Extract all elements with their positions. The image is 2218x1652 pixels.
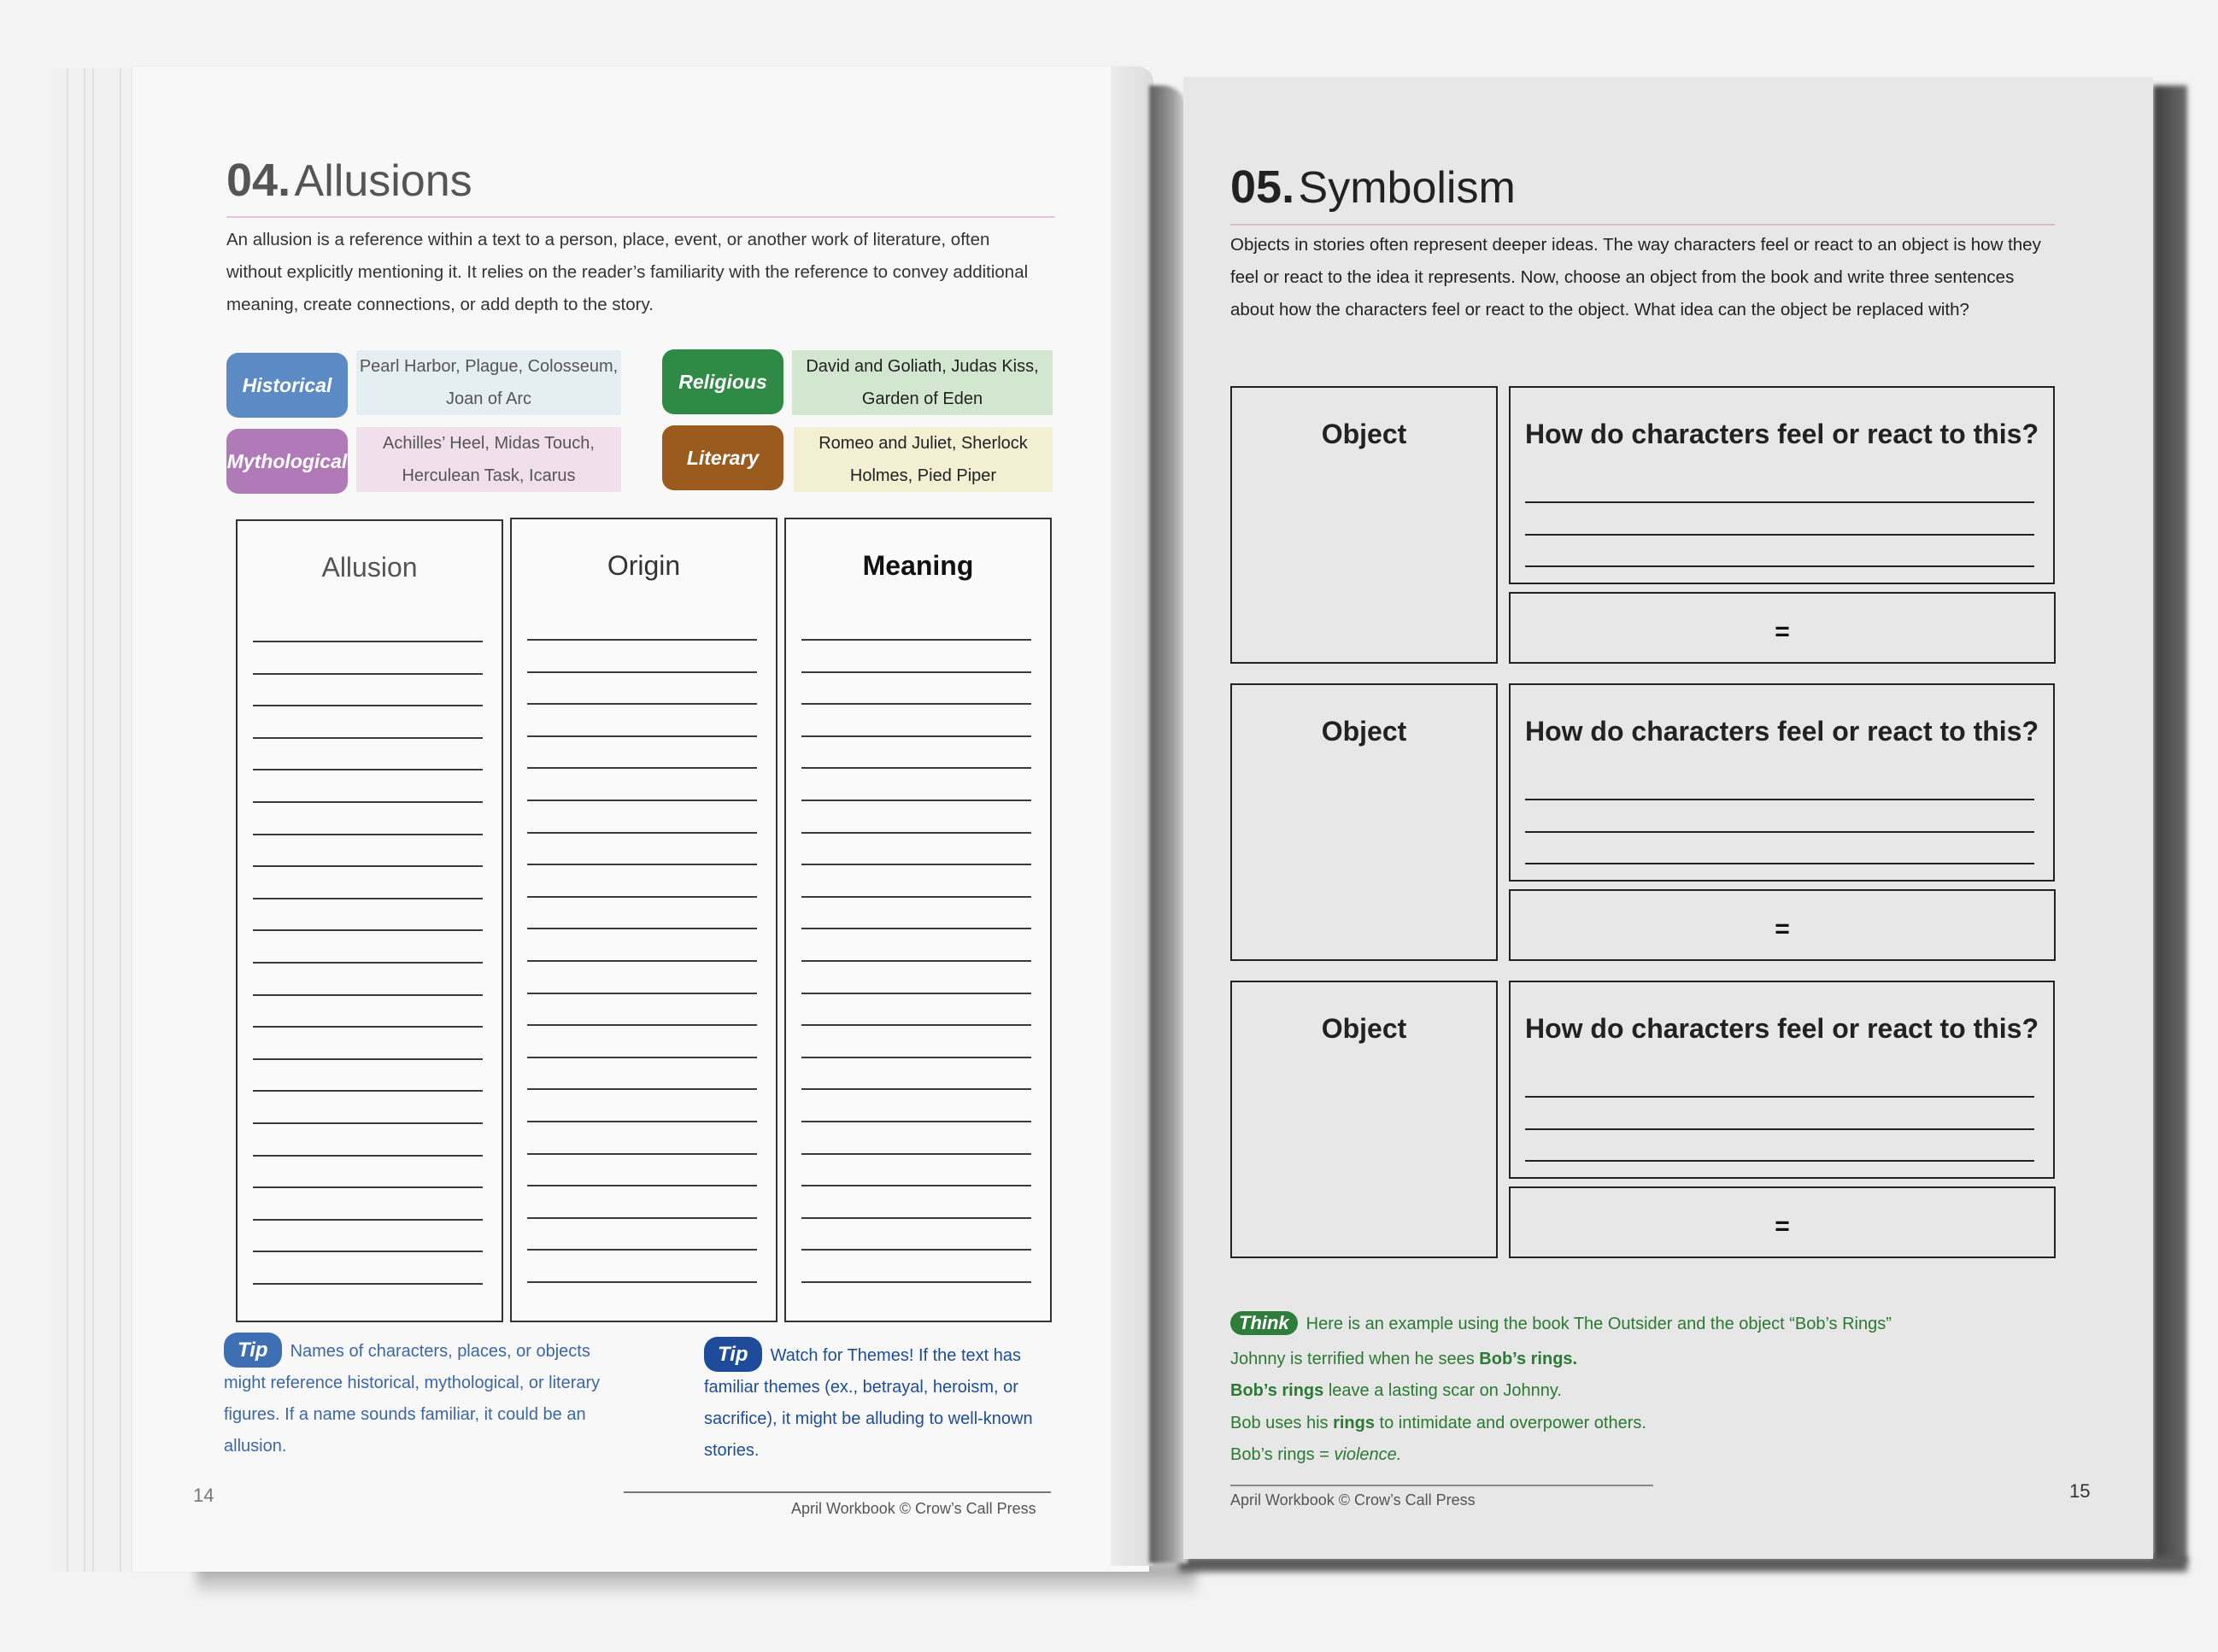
- writing-line[interactable]: [801, 703, 1031, 705]
- example-text: Pearl Harbor, Plague, Colosseum,: [359, 357, 619, 376]
- think-text: Bob’s rings =: [1230, 1445, 1335, 1464]
- writing-line[interactable]: [253, 769, 483, 770]
- chip-literary: Literary: [662, 425, 783, 490]
- title-divider: [1230, 224, 2055, 226]
- writing-line[interactable]: [1525, 565, 2034, 567]
- writing-line[interactable]: [253, 1122, 483, 1124]
- writing-line[interactable]: [527, 800, 757, 801]
- equals-sign: =: [1775, 915, 1790, 943]
- object-label: Object: [1321, 419, 1407, 449]
- writing-line[interactable]: [801, 1088, 1031, 1090]
- column-header: Meaning: [862, 550, 974, 581]
- tip-line: stories.: [704, 1441, 760, 1460]
- writing-line[interactable]: [253, 1058, 483, 1060]
- tip-2: [704, 1337, 1063, 1467]
- object-box[interactable]: [1230, 386, 1498, 664]
- writing-line[interactable]: [801, 1217, 1031, 1219]
- equals-sign: =: [1775, 618, 1790, 646]
- writing-line[interactable]: [801, 639, 1031, 641]
- historical-examples: [356, 350, 621, 415]
- writing-line[interactable]: [801, 1185, 1031, 1186]
- chip-religious: Religious: [662, 349, 783, 414]
- writing-line[interactable]: [253, 705, 483, 706]
- tip-line: Watch for Themes! If the text has: [770, 1346, 1022, 1365]
- writing-line[interactable]: [527, 1121, 757, 1122]
- writing-line[interactable]: [1525, 534, 2034, 536]
- page-edge-line: [67, 68, 68, 1572]
- book-page-stack: [53, 68, 138, 1572]
- reaction-box: [1509, 981, 2055, 1179]
- writing-line[interactable]: [801, 735, 1031, 737]
- writing-line[interactable]: [527, 1088, 757, 1090]
- intro-line: An allusion is a reference within a text to a person, place, event, or another work of literature, often: [226, 230, 990, 249]
- tip-line: Names of characters, places, or objects: [290, 1342, 590, 1361]
- writing-line[interactable]: [801, 864, 1031, 865]
- tip-line: figures. If a name sounds familiar, it could be an: [224, 1405, 586, 1424]
- page-number: 15: [2069, 1480, 2091, 1502]
- example-text: Romeo and Juliet, Sherlock: [819, 434, 1028, 453]
- section-heading-symbolism: [1230, 161, 1516, 214]
- intro-line: meaning, create connections, or add depth to the story.: [226, 295, 654, 314]
- page-curl: [1111, 67, 1153, 1566]
- intro-line: without explicitly mentioning it. It relies on the reader’s familiarity with the reference to convey additional: [226, 262, 1029, 282]
- page-edge-line: [84, 68, 85, 1572]
- writing-line[interactable]: [801, 896, 1031, 898]
- equals-sign: =: [1775, 1212, 1790, 1240]
- writing-line[interactable]: [253, 929, 483, 931]
- writing-line[interactable]: [253, 1026, 483, 1028]
- tip-line: sacrifice), it might be alluding to well-known: [704, 1409, 1033, 1428]
- object-box[interactable]: [1230, 683, 1498, 961]
- object-label: Object: [1321, 1013, 1407, 1044]
- writing-line[interactable]: [801, 800, 1031, 801]
- think-text: Johnny is terrified when he sees: [1230, 1350, 1480, 1368]
- writing-line[interactable]: [801, 1281, 1031, 1283]
- writing-line[interactable]: [527, 960, 757, 962]
- writing-line[interactable]: [801, 832, 1031, 834]
- writing-line[interactable]: [801, 1024, 1031, 1026]
- writing-line[interactable]: [253, 994, 483, 996]
- footer-divider: [624, 1491, 1051, 1493]
- think-example-line: [1230, 1445, 1401, 1465]
- reaction-box: [1509, 683, 2055, 882]
- writing-line[interactable]: [253, 737, 483, 739]
- think-text: to intimidate and overpower others.: [1374, 1414, 1646, 1432]
- section-title: Symbolism: [1298, 163, 1516, 213]
- writing-line[interactable]: [527, 1249, 757, 1251]
- writing-line[interactable]: [801, 767, 1031, 769]
- writing-line[interactable]: [253, 641, 483, 642]
- writing-line[interactable]: [801, 1249, 1031, 1251]
- page-number: 14: [193, 1485, 214, 1506]
- writing-line[interactable]: [801, 960, 1031, 962]
- writing-line[interactable]: [1525, 1160, 2034, 1162]
- writing-line[interactable]: [1525, 501, 2034, 503]
- column-origin: [510, 518, 777, 1322]
- example-text: Garden of Eden: [861, 390, 983, 408]
- writing-line[interactable]: [527, 767, 757, 769]
- think-example-line: [1230, 1350, 1577, 1369]
- think-bold: Bob’s rings: [1230, 1381, 1324, 1400]
- intro-line: about how the characters feel or react to the object. What idea can the object be replaced with?: [1230, 300, 1969, 319]
- writing-line[interactable]: [1525, 831, 2034, 833]
- example-text: Achilles’ Heel, Midas Touch,: [383, 434, 595, 453]
- tip-line: might reference historical, mythological, or literary: [224, 1374, 601, 1392]
- equals-box[interactable]: [1509, 1186, 2056, 1258]
- writing-line[interactable]: [527, 1024, 757, 1026]
- title-divider: [226, 216, 1055, 218]
- writing-line[interactable]: [801, 1057, 1031, 1058]
- tip-1: [224, 1333, 625, 1462]
- footer-credit: April Workbook © Crow’s Call Press: [791, 1500, 1036, 1517]
- writing-line[interactable]: [801, 993, 1031, 994]
- gutter-shadow: [1149, 85, 1188, 1563]
- mythological-examples: [356, 427, 621, 492]
- writing-line[interactable]: [801, 1153, 1031, 1155]
- intro-line: feel or react to the idea it represents. Now, choose an object from the book and write three sentences: [1230, 267, 2015, 287]
- writing-line[interactable]: [1525, 863, 2034, 864]
- example-text: David and Goliath, Judas Kiss,: [806, 357, 1039, 376]
- writing-line[interactable]: [527, 1217, 757, 1219]
- writing-line[interactable]: [527, 864, 757, 865]
- footer-divider: [1230, 1485, 1653, 1486]
- writing-line[interactable]: [801, 928, 1031, 929]
- writing-line[interactable]: [527, 993, 757, 994]
- writing-line[interactable]: [253, 801, 483, 803]
- reaction-question: How do characters feel or react to this?: [1524, 419, 2039, 449]
- think-example-line: [1230, 1414, 1646, 1433]
- writing-line[interactable]: [527, 928, 757, 929]
- object-label: Object: [1321, 716, 1407, 747]
- think-intro: [1230, 1311, 1892, 1335]
- writing-line[interactable]: [1525, 1128, 2034, 1130]
- think-bold: Bob’s rings.: [1479, 1350, 1578, 1368]
- writing-line[interactable]: [253, 1090, 483, 1092]
- writing-line[interactable]: [253, 834, 483, 835]
- writing-line[interactable]: [527, 1281, 757, 1283]
- section-number: 04.: [226, 155, 291, 206]
- writing-line[interactable]: [527, 896, 757, 898]
- object-box[interactable]: [1230, 981, 1498, 1258]
- chip-historical: Historical: [226, 353, 348, 418]
- religious-examples: [792, 350, 1053, 415]
- example-text: Herculean Task, Icarus: [402, 466, 576, 485]
- reaction-question: How do characters feel or react to this?: [1524, 716, 2039, 747]
- writing-line[interactable]: [801, 1121, 1031, 1122]
- symbolism-intro: [1230, 229, 2068, 326]
- reaction-box: [1509, 386, 2055, 584]
- think-italic: violence.: [1334, 1445, 1402, 1464]
- think-badge: Think: [1230, 1311, 1298, 1335]
- footer-credit: April Workbook © Crow’s Call Press: [1230, 1491, 1476, 1508]
- writing-line[interactable]: [253, 1155, 483, 1157]
- writing-line[interactable]: [253, 865, 483, 867]
- chip-mythological: Mythological: [226, 429, 348, 494]
- literary-examples: [794, 427, 1053, 492]
- allusion-intro: [226, 224, 1064, 321]
- book-shadow: [2153, 85, 2187, 1563]
- example-text: Joan of Arc: [445, 390, 532, 408]
- equals-box[interactable]: [1509, 592, 2056, 664]
- tip-line: familiar themes (ex., betrayal, heroism, or: [704, 1378, 1018, 1397]
- writing-line[interactable]: [1525, 1096, 2034, 1098]
- reaction-question: How do characters feel or react to this?: [1524, 1013, 2039, 1044]
- think-text: Here is an example using the book The Outsider and the object “Bob’s Rings”: [1306, 1315, 1892, 1333]
- writing-line[interactable]: [527, 671, 757, 673]
- writing-line[interactable]: [253, 962, 483, 964]
- think-text: leave a lasting scar on Johnny.: [1323, 1381, 1562, 1400]
- column-meaning: [784, 518, 1052, 1322]
- think-example-line: [1230, 1381, 1562, 1401]
- equals-box[interactable]: [1509, 889, 2056, 961]
- page-edge-line: [120, 68, 121, 1572]
- section-title: Allusions: [294, 156, 472, 206]
- column-allusion: [236, 519, 503, 1322]
- example-text: Holmes, Pied Piper: [849, 466, 997, 485]
- column-header: Origin: [607, 550, 681, 581]
- tip-badge: Tip: [224, 1333, 282, 1368]
- column-header: Allusion: [321, 552, 418, 583]
- writing-line[interactable]: [253, 898, 483, 899]
- writing-line[interactable]: [253, 1251, 483, 1252]
- writing-line[interactable]: [253, 1283, 483, 1285]
- writing-line[interactable]: [527, 639, 757, 641]
- writing-line[interactable]: [253, 1219, 483, 1221]
- think-bold: rings: [1333, 1414, 1375, 1432]
- writing-line[interactable]: [527, 1153, 757, 1155]
- think-text: Bob uses his: [1230, 1414, 1334, 1432]
- tip-line: allusion.: [224, 1437, 287, 1456]
- writing-line[interactable]: [527, 735, 757, 737]
- section-heading-allusions: [226, 154, 472, 207]
- writing-line[interactable]: [527, 832, 757, 834]
- writing-line[interactable]: [527, 1185, 757, 1186]
- writing-line[interactable]: [253, 673, 483, 675]
- writing-line[interactable]: [253, 1186, 483, 1188]
- page-edge-line: [92, 68, 94, 1572]
- writing-line[interactable]: [1525, 799, 2034, 800]
- tip-badge: Tip: [704, 1337, 762, 1372]
- section-number: 05.: [1230, 161, 1295, 213]
- writing-line[interactable]: [527, 703, 757, 705]
- writing-line[interactable]: [527, 1057, 757, 1058]
- intro-line: Objects in stories often represent deeper ideas. The way characters feel or react to an object is how they: [1230, 235, 2041, 255]
- writing-line[interactable]: [801, 671, 1031, 673]
